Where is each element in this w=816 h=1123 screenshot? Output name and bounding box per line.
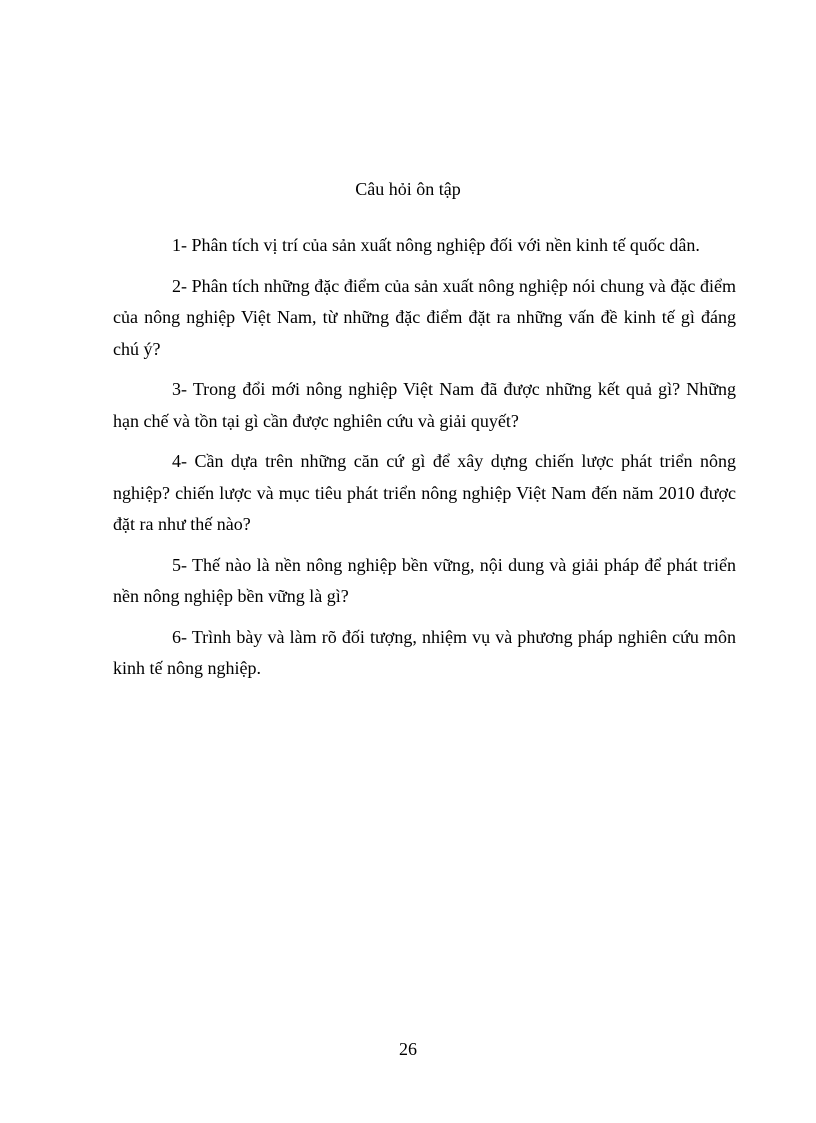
question-6: 6- Trình bày và làm rõ đối tượng, nhiệm vụ và phương pháp nghiên cứu môn kinh tế nông nghiệp.	[113, 626, 736, 678]
question-list	[113, 230, 736, 694]
question-4: 4- Cần dựa trên những căn cứ gì để xây dựng chiến lược phát triển nông nghiệp? chiến lược và mục tiêu phát triển nông nghiệp Việt Nam đến năm 2010 được đặt ra như thế nào?	[113, 451, 736, 534]
question-2: 2- Phân tích những đặc điểm của sản xuất nông nghiệp nói chung và đặc điểm của nông nghiệp Việt Nam, từ những đặc điểm đặt ra những vấn đề kinh tế gì đáng chú ý?	[113, 275, 736, 359]
question-1: 1- Phân tích vị trí của sản xuất nông nghiệp đối với nền kinh tế quốc dân.	[172, 235, 700, 255]
question-5: 5- Thế nào là nền nông nghiệp bền vững, nội dung và giải pháp để phát triển nền nông nghiệp bền vững là gì?	[113, 554, 736, 606]
page-title: Câu hỏi ôn tập	[355, 179, 461, 199]
question-3: 3- Trong đổi mới nông nghiệp Việt Nam đã được những kết quả gì? Những hạn chế và tồn tại gì cần được nghiên cứu và giải quyết?	[113, 379, 736, 431]
page-number: 26	[399, 1039, 417, 1059]
